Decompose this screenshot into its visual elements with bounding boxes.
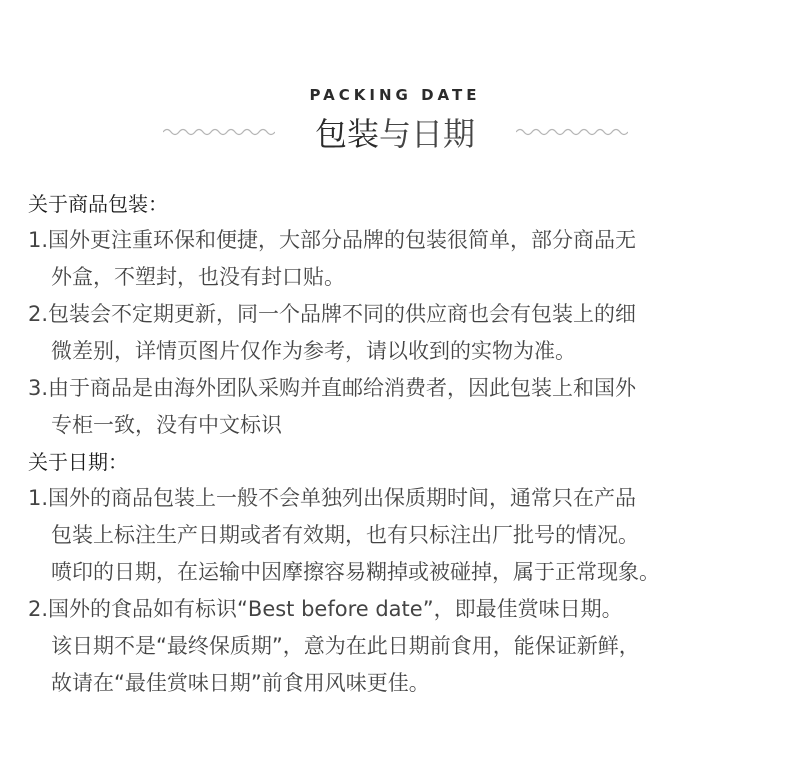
- item-line: 3.由于商品是由海外团队采购并直邮给消费者，因此包装上和国外: [28, 376, 637, 400]
- item-line: 2.国外的食品如有标识“Best before date”，即最佳赏味日期。: [28, 597, 623, 621]
- item-line: 外盒，不塑封，也没有封口贴。: [51, 265, 345, 289]
- header-title-row: [0, 112, 790, 156]
- item-line: 该日期不是“最终保质期”，意为在此日期前食用，能保证新鲜，: [51, 634, 640, 658]
- item-line: 微差别，详情页图片仅作为参考，请以收到的实物为准。: [51, 339, 576, 363]
- title-part-packing: 包装: [314, 115, 379, 153]
- item-line: 故请在“最佳赏味日期”前食用风味更佳。: [51, 671, 430, 695]
- title-part-date: 与日期: [379, 115, 476, 153]
- section-heading-date: 关于日期：: [28, 450, 128, 474]
- section-heading-packaging: 关于商品包装：: [28, 192, 168, 216]
- header-chinese-title: [0, 112, 790, 156]
- list-item: [28, 480, 768, 591]
- wave-divider-right: [516, 126, 628, 138]
- item-line: 1.国外更注重环保和便捷，大部分品牌的包装很简单，部分商品无: [28, 228, 637, 252]
- list-item: [28, 222, 768, 296]
- item-line: 包装上标注生产日期或者有效期，也有只标注出厂批号的情况。: [51, 523, 639, 547]
- header-english-title: PACKING DATE: [309, 86, 481, 104]
- item-line: 喷印的日期，在运输中因摩擦容易糊掉或被碰掉，属于正常现象。: [51, 560, 660, 584]
- list-item: [28, 591, 768, 702]
- item-line: 1.国外的商品包装上一般不会单独列出保质期时间，通常只在产品: [28, 486, 637, 510]
- content-body: [28, 186, 768, 702]
- item-line: 专柜一致，没有中文标识: [51, 413, 282, 437]
- list-item: [28, 296, 768, 370]
- item-line: 2.包装会不定期更新，同一个品牌不同的供应商也会有包装上的细: [28, 302, 637, 326]
- list-item: [28, 370, 768, 444]
